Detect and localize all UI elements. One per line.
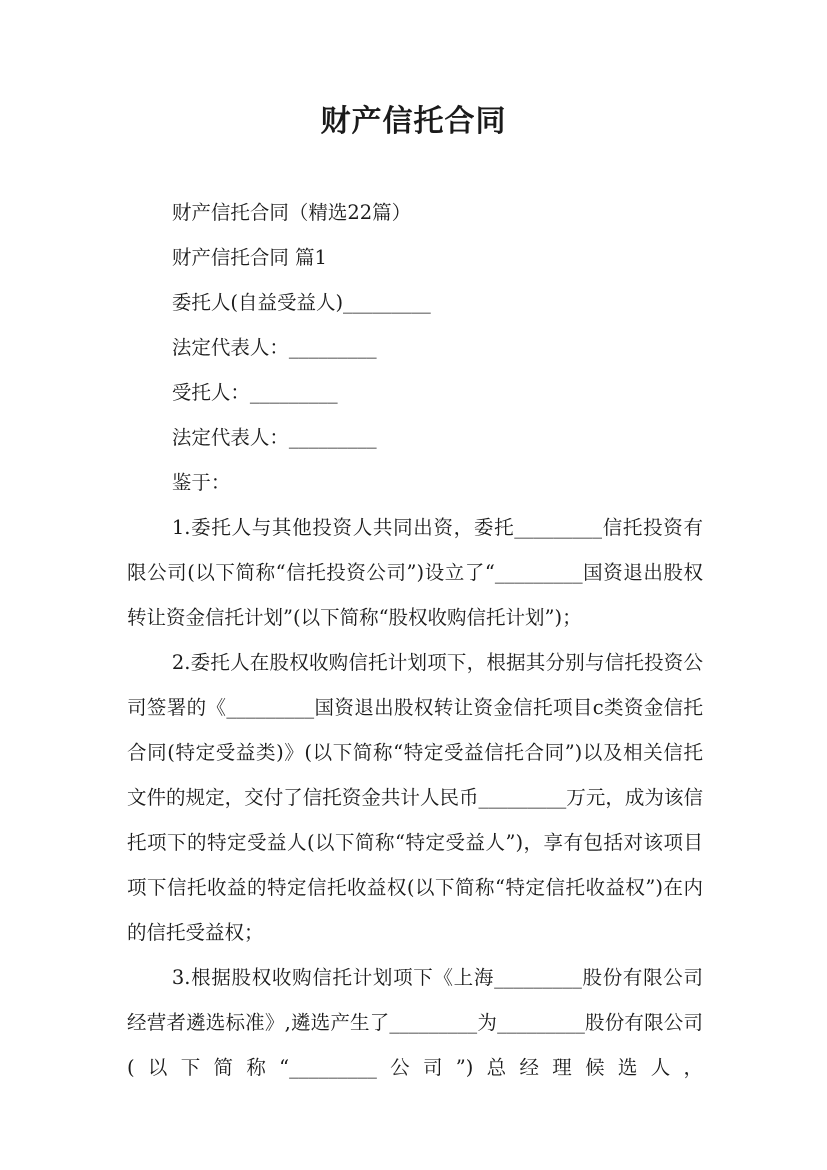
paragraph-trustor-legal-rep: 法定代表人：_________ (171, 336, 377, 359)
paragraph-trustor: 委托人(自益受益人)_________ (171, 291, 431, 314)
paragraph-trustee-legal-rep: 法定代表人：_________ (171, 426, 377, 449)
document-body (127, 190, 703, 1090)
paragraph-trustee: 受托人：_________ (171, 381, 338, 404)
document-title: 财产信托合同 (320, 104, 507, 139)
paragraph-subtitle: 财产信托合同（精选22篇） (171, 201, 412, 224)
paragraph-clause-3: 3.根据股权收购信托计划项下《上海_________股份有限公司经营者遴选标准》,遴选产生了_________为_________股份有限公司(以下简称“_________公司”)总经理候选人， (127, 966, 703, 1079)
paragraph-clause-1: 1.委托人与其他投资人共同出资，委托_________信托投资有限公司(以下简称“信托投资公司”)设立了“_________国资退出股权转让资金信托计划”(以下简称“股权收购信托计划”)； (127, 516, 703, 629)
paragraph-clause-2: 2.委托人在股权收购信托计划项下，根据其分别与信托投资公司签署的《_________国资退出股权转让资金信托项目c类资金信托合同(特定受益类)》(以下简称“特定受益信托合同”)以及相关信托文件的规定，交付了信托资金共计人民币_________万元，成为该信托项下的特定受益人(以下简称“特定受益人”)，享有包括对该项目项下信托收益的特定信托收益权(以下简称“特定信托收益权”)在内的信托受益权； (127, 651, 703, 944)
paragraph-section-heading: 财产信托合同 篇1 (171, 246, 327, 269)
paragraph-whereas: 鉴于： (171, 471, 231, 494)
